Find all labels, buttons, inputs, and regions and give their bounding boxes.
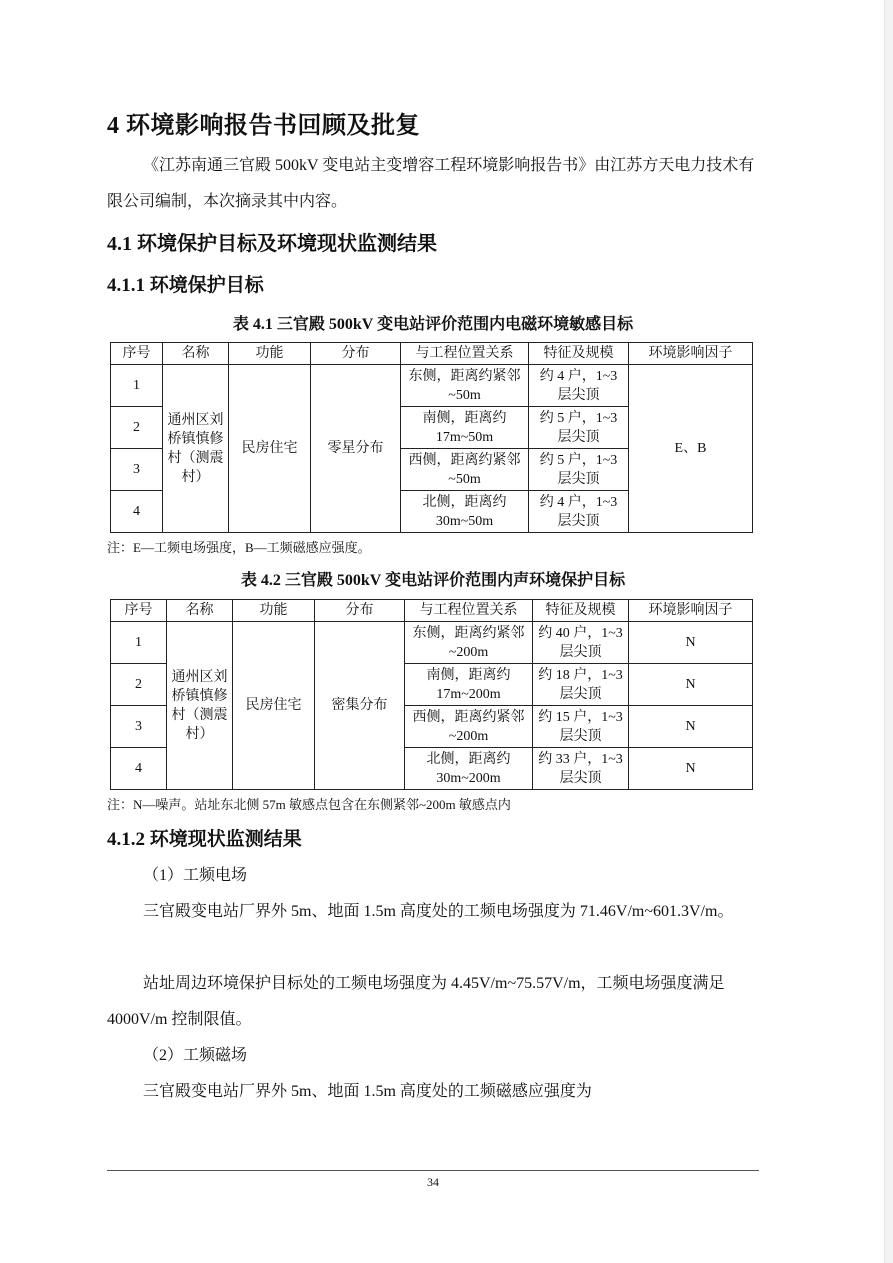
chapter-heading: 4 环境影响报告书回顾及批复 bbox=[107, 113, 420, 139]
table1-header-cell: 与工程位置关系 bbox=[401, 343, 529, 365]
table1-note: 注：E—工频电场强度，B—工频磁感应强度。 bbox=[107, 540, 371, 555]
position-relation: 南侧，距离约 17m~200m bbox=[405, 664, 533, 706]
row-number: 2 bbox=[111, 664, 167, 706]
feature-scale: 约 18 户，1~3 层尖顶 bbox=[533, 664, 629, 706]
row-number: 3 bbox=[111, 449, 163, 491]
intro-text: 《江苏南通三官殿 500kV 变电站主变增容工程环境影响报告书》由江苏方天电力技术有限公司编制，本次摘录其中内容。 bbox=[107, 157, 755, 210]
table2-header-cell: 特征及规模 bbox=[533, 600, 629, 622]
section-heading-4-1-2: 4.1.2 环境现状监测结果 bbox=[107, 829, 302, 850]
feature-scale: 约 15 户，1~3 层尖顶 bbox=[533, 706, 629, 748]
row-number: 3 bbox=[111, 706, 167, 748]
row-number: 4 bbox=[111, 748, 167, 790]
impact-factor: N bbox=[629, 748, 753, 790]
table2-header-cell: 功能 bbox=[233, 600, 315, 622]
table1 bbox=[110, 342, 753, 533]
row-number: 1 bbox=[111, 622, 167, 664]
row-number: 2 bbox=[111, 407, 163, 449]
impact-factor: E、B bbox=[629, 365, 753, 533]
table1-header-cell: 功能 bbox=[229, 343, 311, 365]
section-heading-4-1: 4.1 环境保护目标及环境现状监测结果 bbox=[107, 233, 437, 255]
page-edge bbox=[884, 0, 893, 1263]
table2-caption: 表 4.2 三官殿 500kV 变电站评价范围内声环境保护目标 bbox=[240, 572, 626, 589]
target-name: 通州区刘桥镇慎修村（测震村） bbox=[167, 622, 233, 790]
feature-scale: 约 40 户，1~3 层尖顶 bbox=[533, 622, 629, 664]
table2 bbox=[110, 599, 753, 790]
position-relation: 西侧，距离约紧邻~50m bbox=[401, 449, 529, 491]
position-relation: 东侧，距离约紧邻~200m bbox=[405, 622, 533, 664]
target-name: 通州区刘桥镇慎修村（测震村） bbox=[163, 365, 229, 533]
intro-paragraph bbox=[107, 148, 759, 220]
row-number: 4 bbox=[111, 491, 163, 533]
item1-paragraph2-text: 站址周边环境保护目标处的工频电场强度为 4.45V/m~75.57V/m，工频电场强度满足 4000V/m 控制限值。 bbox=[107, 975, 725, 1028]
impact-factor: N bbox=[629, 664, 753, 706]
table-row bbox=[111, 622, 753, 664]
table2-header-cell: 分布 bbox=[315, 600, 405, 622]
table2-note: 注：N—噪声。站址东北侧 57m 敏感点包含在东侧紧邻~200m 敏感点内 bbox=[107, 797, 511, 812]
table1-header-cell: 序号 bbox=[111, 343, 163, 365]
row-number: 1 bbox=[111, 365, 163, 407]
item2-label: （2）工频磁场 bbox=[143, 1047, 248, 1064]
table2-header-cell: 与工程位置关系 bbox=[405, 600, 533, 622]
table1-header-cell: 分布 bbox=[311, 343, 401, 365]
target-function: 民房住宅 bbox=[233, 622, 315, 790]
item2-paragraph1 bbox=[107, 1074, 759, 1110]
item1-paragraph2 bbox=[107, 966, 759, 1038]
feature-scale: 约 4 户，1~3 层尖顶 bbox=[529, 365, 629, 407]
position-relation: 东侧，距离约紧邻~50m bbox=[401, 365, 529, 407]
footer-divider bbox=[107, 1170, 759, 1171]
position-relation: 北侧，距离约 30m~200m bbox=[405, 748, 533, 790]
target-function: 民房住宅 bbox=[229, 365, 311, 533]
table-row bbox=[111, 365, 753, 407]
feature-scale: 约 5 户，1~3 层尖顶 bbox=[529, 449, 629, 491]
table2-header-row bbox=[111, 600, 753, 622]
table2-header-cell: 环境影响因子 bbox=[629, 600, 753, 622]
item1-label: （1）工频电场 bbox=[143, 867, 248, 884]
position-relation: 南侧，距离约 17m~50m bbox=[401, 407, 529, 449]
target-distribution: 零星分布 bbox=[311, 365, 401, 533]
table1-header-row bbox=[111, 343, 753, 365]
target-distribution: 密集分布 bbox=[315, 622, 405, 790]
position-relation: 北侧，距离约 30m~50m bbox=[401, 491, 529, 533]
feature-scale: 约 4 户，1~3 层尖顶 bbox=[529, 491, 629, 533]
position-relation: 西侧，距离约紧邻~200m bbox=[405, 706, 533, 748]
table1-header-cell: 环境影响因子 bbox=[629, 343, 753, 365]
table1-header-cell: 名称 bbox=[163, 343, 229, 365]
feature-scale: 约 5 户，1~3 层尖顶 bbox=[529, 407, 629, 449]
feature-scale: 约 33 户，1~3 层尖顶 bbox=[533, 748, 629, 790]
impact-factor: N bbox=[629, 622, 753, 664]
item1-paragraph1-text: 三官殿变电站厂界外 5m、地面 1.5m 高度处的工频电场强度为 71.46V/m~601.3V/m。 bbox=[143, 903, 734, 920]
item1-paragraph1 bbox=[107, 894, 759, 930]
section-heading-4-1-1: 4.1.1 环境保护目标 bbox=[107, 275, 264, 296]
table1-caption: 表 4.1 三官殿 500kV 变电站评价范围内电磁环境敏感目标 bbox=[232, 316, 634, 333]
table1-header-cell: 特征及规模 bbox=[529, 343, 629, 365]
page-number: 34 bbox=[427, 1175, 439, 1189]
table2-header-cell: 名称 bbox=[167, 600, 233, 622]
impact-factor: N bbox=[629, 706, 753, 748]
table2-header-cell: 序号 bbox=[111, 600, 167, 622]
item2-paragraph1-text: 三官殿变电站厂界外 5m、地面 1.5m 高度处的工频磁感应强度为 bbox=[143, 1083, 592, 1100]
